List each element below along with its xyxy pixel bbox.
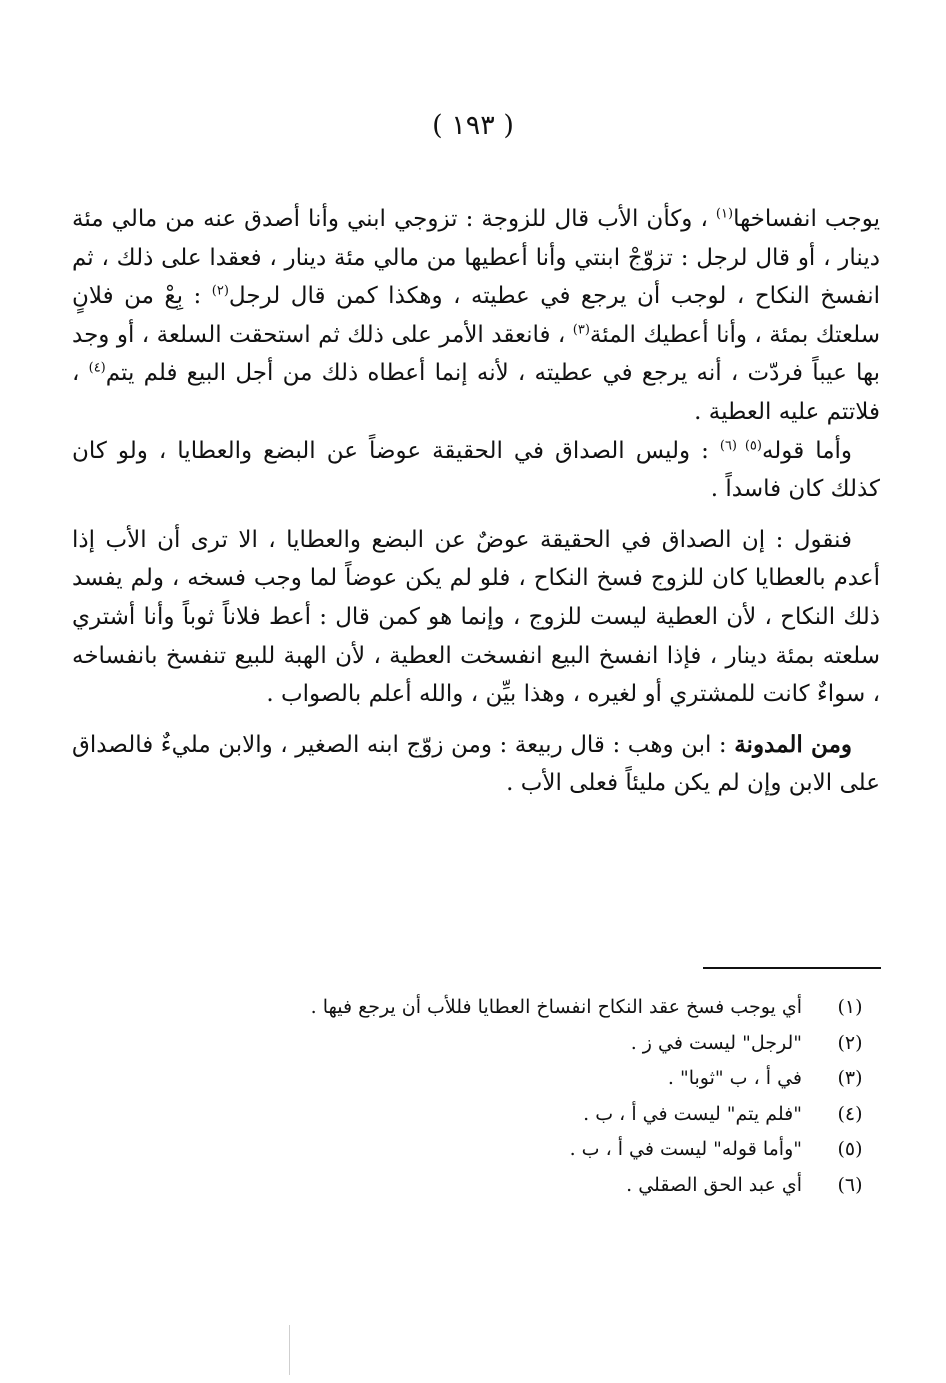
footnote-item — [240, 1132, 880, 1168]
footnote-marker: (٤) — [88, 360, 106, 376]
scan-artifact — [289, 1325, 290, 1375]
footnote-number: (٥) — [837, 1138, 863, 1160]
paragraph-text: : وليس الصداق في الحقيقة عوضاً عن البضع والعطايا ، ولو كان كذلك كان فاسداً . — [72, 437, 880, 503]
footnotes — [240, 990, 880, 1203]
paragraph-text: ، فلاتتم عليه العطية . — [72, 360, 880, 425]
footnote-item — [240, 1061, 880, 1097]
page-number: ( ١٩٣ ) — [432, 110, 514, 141]
footnote-text: "فلم يتم" ليست في أ ، ب . — [583, 1102, 802, 1125]
paragraph-text: وأما قوله — [761, 437, 853, 464]
footnote-text: "لرجل" ليست في ز . — [630, 1031, 802, 1054]
footnote-item — [240, 1168, 880, 1204]
footnote-item — [240, 1097, 880, 1133]
footnote-marker: (٢) — [211, 283, 229, 299]
footnote-number: (٤) — [837, 1102, 863, 1125]
paragraph-text: ، فانعقد الأمر على ذلك ثم استحقت السلعة ، أو وجد بها عيباً فردّت ، أنه يرجع في عطيته ، لأنه إنما أعطاه ذلك من أجل البيع فلم يتم — [72, 321, 880, 387]
footnote-marker: (٥) (٦) — [719, 437, 762, 453]
footnote-text: "وأما قوله" ليست في أ ، ب . — [569, 1138, 802, 1160]
footnote-number: (٢) — [837, 1031, 863, 1054]
footnote-separator — [703, 967, 881, 969]
section-heading-inline: ومن المدونة — [734, 730, 852, 758]
paragraph-text: ، وكأن الأب قال للزوجة : تزوجي ابني وأنا أصدق عنه من مالي مئة دينار ، أو قال لرجل : تزوّجْ ابنتي وأنا أعطيها من مالي مئة دينار ، فعقدا على ذلك ، ثم انفسخ النكاح ، لوجب أن يرجع في عطيته ، وهكذا كمن قال لرجل — [72, 206, 880, 310]
paragraph — [72, 200, 880, 432]
paragraph — [72, 726, 880, 803]
footnote-number: (١) — [837, 996, 863, 1018]
footnote-item — [240, 990, 880, 1026]
paragraph — [72, 432, 880, 509]
footnote-text: أي عبد الحق الصقلي . — [626, 1173, 802, 1196]
footnote-number: (٣) — [837, 1067, 863, 1089]
footnote-item — [240, 1026, 880, 1062]
paragraph-text: فنقول : إن الصداق في الحقيقة عوضٌ عن البضع والعطايا ، الا ترى أن الأب إذا أعدم بالعطايا كان للزوج فسخ النكاح ، فلو لم يكن عوضاً لما وجب فسخه ، ولم يفسد ذلك النكاح ، لأن العطية ليست للزوج ، وإنما هو كمن قال : أعط فلاناً ثوباً وأنا أشتري سلعته بمئة دينار ، فإذا انفسخ البيع انفسخت العطية ، لأن الهبة للبيع تنفسخ بانفساخه ، سواءٌ كانت للمشتري أو لغيره ، وهذا بيِّن ، والله أعلم بالصواب . — [72, 526, 880, 708]
footnote-text: أي يوجب فسخ عقد النكاح انفساخ العطايا فللأب أن يرجع فيها . — [310, 996, 802, 1018]
paragraph-text: : بِعْ من فلانٍ سلعتك بمئة ، وأنا أعطيك المئة — [72, 283, 880, 348]
main-text — [72, 200, 880, 803]
paragraph-text: يوجب انفساخها — [733, 206, 880, 232]
footnote-marker: (١) — [715, 206, 734, 222]
paragraph-text: : ابن وهب : قال ربيعة : ومن زوّج ابنه الصغير ، والابن مليءٌ فالصداق على الابن وإن لم يكن مليئاً فعلى الأب . — [72, 731, 880, 797]
paragraph — [72, 521, 880, 714]
footnote-number: (٦) — [837, 1173, 863, 1196]
footnote-text: في أ ، ب "ثوبا" . — [667, 1067, 802, 1089]
footnote-marker: (٣) — [572, 322, 590, 338]
